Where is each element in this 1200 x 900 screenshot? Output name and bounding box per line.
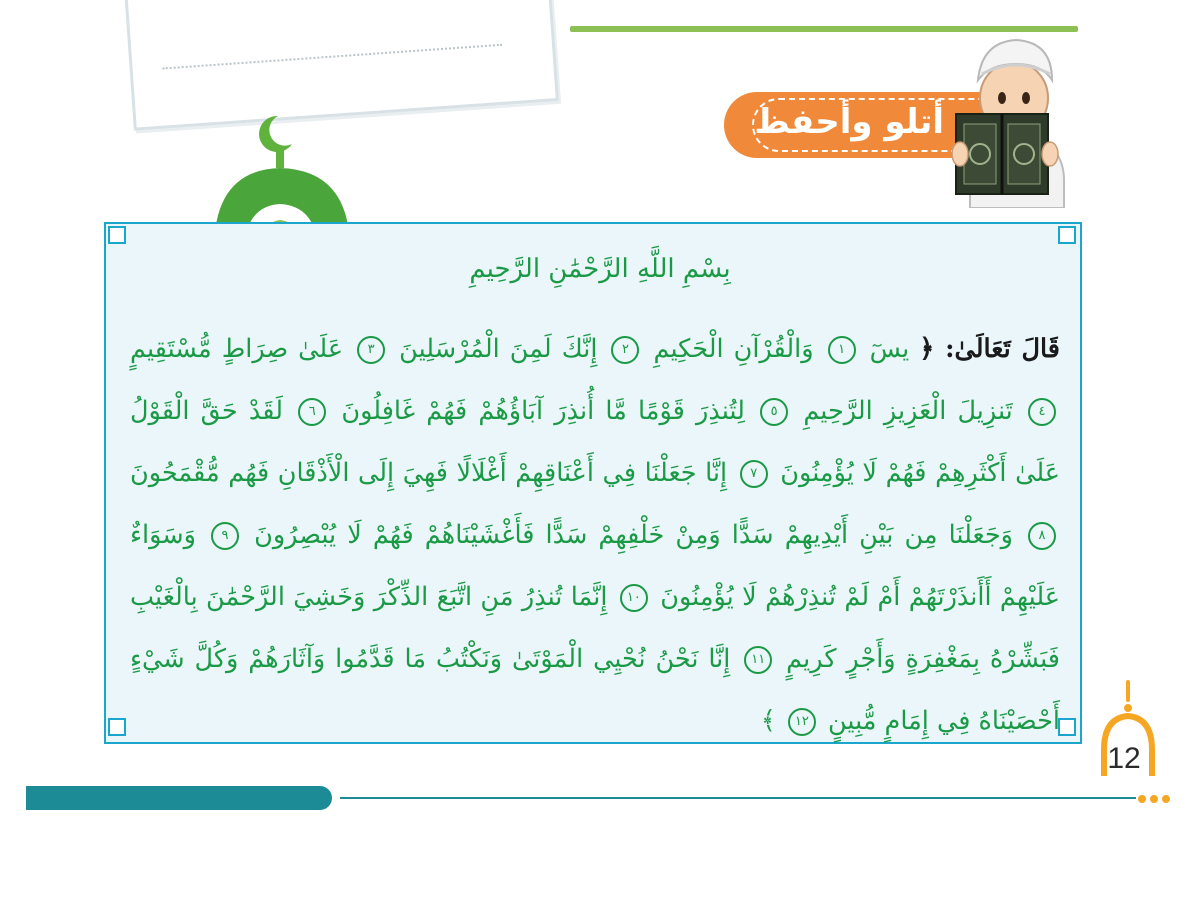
verse-text: إِنَّا نَحْنُ نُحْيِي الْمَوْتَىٰ وَنَكْتُبُ مَا قَدَّمُوا وَآثَارَهُمْ وَكُلَّ شَيْءٍ أَحْصَيْنَاهُ فِي إِمَامٍ مُّبِينٍ bbox=[130, 644, 1060, 736]
quran-verses bbox=[130, 318, 1060, 752]
verse-text: لِتُنذِرَ قَوْمًا مَّا أُنذِرَ آبَاؤُهُمْ فَهُمْ غَافِلُونَ bbox=[330, 396, 757, 426]
verse-text: عَلَىٰ صِرَاطٍ مُّسْتَقِيمٍ bbox=[130, 334, 354, 364]
verse-text: إِنَّا جَعَلْنَا فِي أَعْنَاقِهِمْ أَغْلَالًا فَهِيَ إِلَى الْأَذْقَانِ فَهُم مُّقْمَحُونَ bbox=[130, 458, 736, 488]
verse-text: لَقَدْ حَقَّ الْقَوْلُ عَلَىٰ أَكْثَرِهِمْ فَهُمْ لَا يُؤْمِنُونَ bbox=[130, 396, 1060, 488]
verse-intro: قَالَ تَعَالَىٰ: ﴿ bbox=[919, 334, 1060, 364]
ayah-number-marker: ٢ bbox=[611, 336, 639, 364]
footer-dots-icon bbox=[1136, 794, 1176, 804]
verse-text: تَنزِيلَ الْعَزِيزِ الرَّحِيمِ bbox=[792, 396, 1024, 426]
verse-text: إِنَّمَا تُنذِرُ مَنِ اتَّبَعَ الذِّكْرَ وَخَشِيَ الرَّحْمَٰنَ بِالْغَيْبِ فَبَشِّرْهُ بِمَغْفِرَةٍ وَأَجْرٍ كَرِيمٍ bbox=[130, 582, 1060, 674]
ayah-number-marker: ٦ bbox=[298, 398, 326, 426]
section-title: أتلو وأحفظ bbox=[754, 102, 944, 142]
ayah-number-marker: ١٢ bbox=[788, 708, 816, 736]
footer-line bbox=[340, 797, 1136, 799]
ayah-number-marker: ٨ bbox=[1028, 522, 1056, 550]
verse-text: يسٓ bbox=[859, 334, 910, 364]
verse-text: وَسَوَاءٌ عَلَيْهِمْ أَأَنذَرْتَهُمْ أَمْ لَمْ تُنذِرْهُمْ لَا يُؤْمِنُونَ bbox=[130, 520, 1060, 612]
page-number: 12 bbox=[1107, 742, 1141, 775]
ayah-number-marker: ١ bbox=[828, 336, 856, 364]
frame-corner bbox=[1058, 226, 1076, 244]
ayah-number-marker: ١١ bbox=[744, 646, 772, 674]
ayah-number-marker: ٤ bbox=[1028, 398, 1056, 426]
frame-corner bbox=[1058, 718, 1076, 736]
basmala: بِسْمِ اللَّهِ الرَّحْمَٰنِ الرَّحِيمِ bbox=[469, 254, 731, 284]
verse-text: وَالْقُرْآنِ الْحَكِيمِ bbox=[643, 334, 824, 364]
ayah-number-marker: ٧ bbox=[740, 460, 768, 488]
frame-corner bbox=[108, 718, 126, 736]
ayah-number-marker: ٣ bbox=[357, 336, 385, 364]
verse-text: إِنَّكَ لَمِنَ الْمُرْسَلِينَ bbox=[389, 334, 608, 364]
ayah-number-marker: ١٠ bbox=[620, 584, 648, 612]
verse-closing-bracket: ﴾ bbox=[760, 706, 784, 736]
ayah-number-marker: ٥ bbox=[760, 398, 788, 426]
paper-card-lines bbox=[163, 44, 503, 76]
frame-corner bbox=[108, 226, 126, 244]
ayah-number-marker: ٩ bbox=[211, 522, 239, 550]
boy-reading-quran-illustration bbox=[952, 28, 1082, 208]
footer-bar bbox=[26, 786, 332, 810]
verse-text: وَجَعَلْنَا مِن بَيْنِ أَيْدِيهِمْ سَدًّا وَمِنْ خَلْفِهِمْ سَدًّا فَأَغْشَيْنَاهُمْ فَهُمْ لَا يُبْصِرُونَ bbox=[243, 520, 1024, 550]
